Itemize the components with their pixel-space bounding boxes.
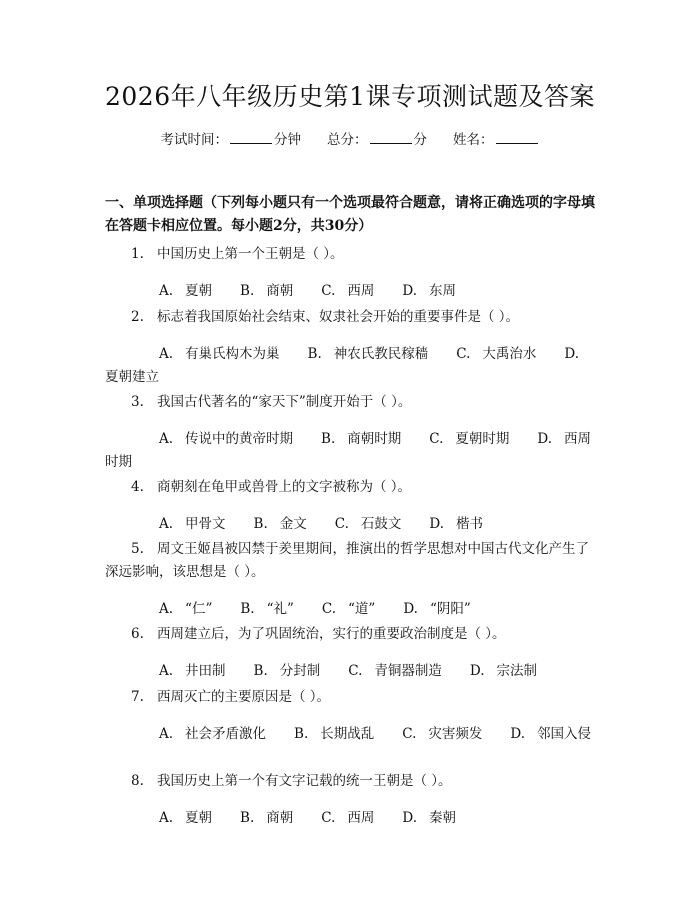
option-d: D. 秦朝 — [402, 810, 457, 826]
score-unit: 分 — [413, 132, 427, 148]
option-b: B. 商朝时期 — [321, 431, 402, 447]
option-d: D. 东周 — [402, 283, 457, 299]
option-b: B. 金文 — [253, 516, 307, 532]
option-d: D.夏朝建立 — [105, 346, 580, 385]
question — [105, 243, 600, 303]
question-stem: 西周灭亡的主要原因是（ ）。 — [157, 689, 331, 705]
option-b: B. 长期战乱 — [294, 726, 375, 742]
option-c: C. 灾害频发 — [402, 726, 483, 742]
question-stem: 我国历史上第一个有文字记载的统一王朝是（ ）。 — [157, 773, 452, 789]
question-number: 5. — [131, 541, 144, 557]
question-stem: 我国古代著名的“家天下”制度开始于（ ）。 — [157, 394, 412, 410]
option-c: C. 大禹治水 — [456, 346, 537, 362]
option-c: C. 夏朝时期 — [429, 431, 510, 447]
option-b: B. 商朝 — [240, 810, 294, 826]
question-options — [105, 428, 600, 474]
option-d: D. 楷书 — [429, 516, 484, 532]
question-number: 8. — [131, 773, 144, 789]
option-a: A. “仁” — [159, 601, 213, 617]
question-stem: 西周建立后，为了巩固统治，实行的重要政治制度是（ ）。 — [157, 626, 506, 642]
question — [105, 770, 600, 830]
question-number: 7. — [131, 689, 144, 705]
question-options — [105, 660, 600, 683]
option-c: C. 石鼓文 — [334, 516, 402, 532]
question-stem: 周文王姬昌被囚禁于羑里期间，推演出的哲学思想对中国古代文化产生了深远影响，该思想是（ ）。 — [105, 541, 589, 580]
question — [105, 391, 600, 474]
option-b: B. 分封制 — [253, 663, 321, 679]
option-b: B. “礼” — [240, 601, 294, 617]
question — [105, 686, 600, 746]
question-stem: 商朝刻在龟甲或兽骨上的文字被称为（ ）。 — [157, 479, 412, 495]
name-blank — [496, 131, 538, 144]
question — [105, 538, 600, 621]
option-c: C. “道” — [321, 601, 376, 617]
option-d: D. 邻国入侵 — [510, 726, 592, 742]
question — [105, 476, 600, 536]
question-number: 1. — [131, 246, 144, 262]
option-c: C. 青铜器制造 — [348, 663, 442, 679]
exam-meta — [0, 130, 700, 150]
question-options — [105, 513, 600, 536]
score-blank — [370, 131, 412, 144]
question-number: 6. — [131, 626, 144, 642]
option-c: C. 西周 — [321, 283, 375, 299]
question-options — [105, 723, 600, 746]
option-a: A. 传说中的黄帝时期 — [159, 431, 294, 447]
question-options — [105, 343, 600, 389]
question — [105, 623, 600, 683]
question-options — [105, 807, 600, 830]
option-d: D. 宗法制 — [469, 663, 538, 679]
option-b: B. 神农氏教民稼穑 — [307, 346, 429, 362]
time-unit: 分钟 — [274, 132, 301, 148]
question-options — [105, 598, 600, 621]
question-options — [105, 280, 600, 303]
section-heading: 一、单项选择题（下列每小题只有一个选项最符合题意，请将正确选项的字母填在答题卡相应位置。每小题2分，共30分） — [105, 195, 595, 234]
page-title: 2026年八年级历史第1课专项测试题及答案 — [104, 82, 596, 111]
option-a: A. 有巢氏构木为巢 — [159, 346, 280, 362]
option-a: A. 甲骨文 — [159, 516, 226, 532]
option-a: A. 社会矛盾激化 — [159, 726, 267, 742]
score-label: 总分： — [327, 132, 368, 148]
option-c: C. 西周 — [321, 810, 375, 826]
time-blank — [230, 131, 272, 144]
question-stem: 中国历史上第一个王朝是（ ）。 — [157, 246, 344, 262]
question-number: 4. — [131, 479, 144, 495]
name-label: 姓名： — [453, 132, 494, 148]
option-a: A. 井田制 — [159, 663, 226, 679]
option-a: A. 夏朝 — [159, 283, 213, 299]
question — [105, 306, 600, 389]
question-number: 3. — [131, 394, 144, 410]
option-d: D. 西周时期 — [105, 431, 592, 470]
option-a: A. 夏朝 — [159, 810, 213, 826]
option-b: B. 商朝 — [240, 283, 294, 299]
question-number: 2. — [131, 309, 144, 325]
time-label: 考试时间： — [160, 132, 228, 148]
option-d: D. “阴阳” — [403, 601, 471, 617]
question-stem: 标志着我国原始社会结束、奴隶社会开始的重要事件是（ ）。 — [157, 309, 520, 325]
